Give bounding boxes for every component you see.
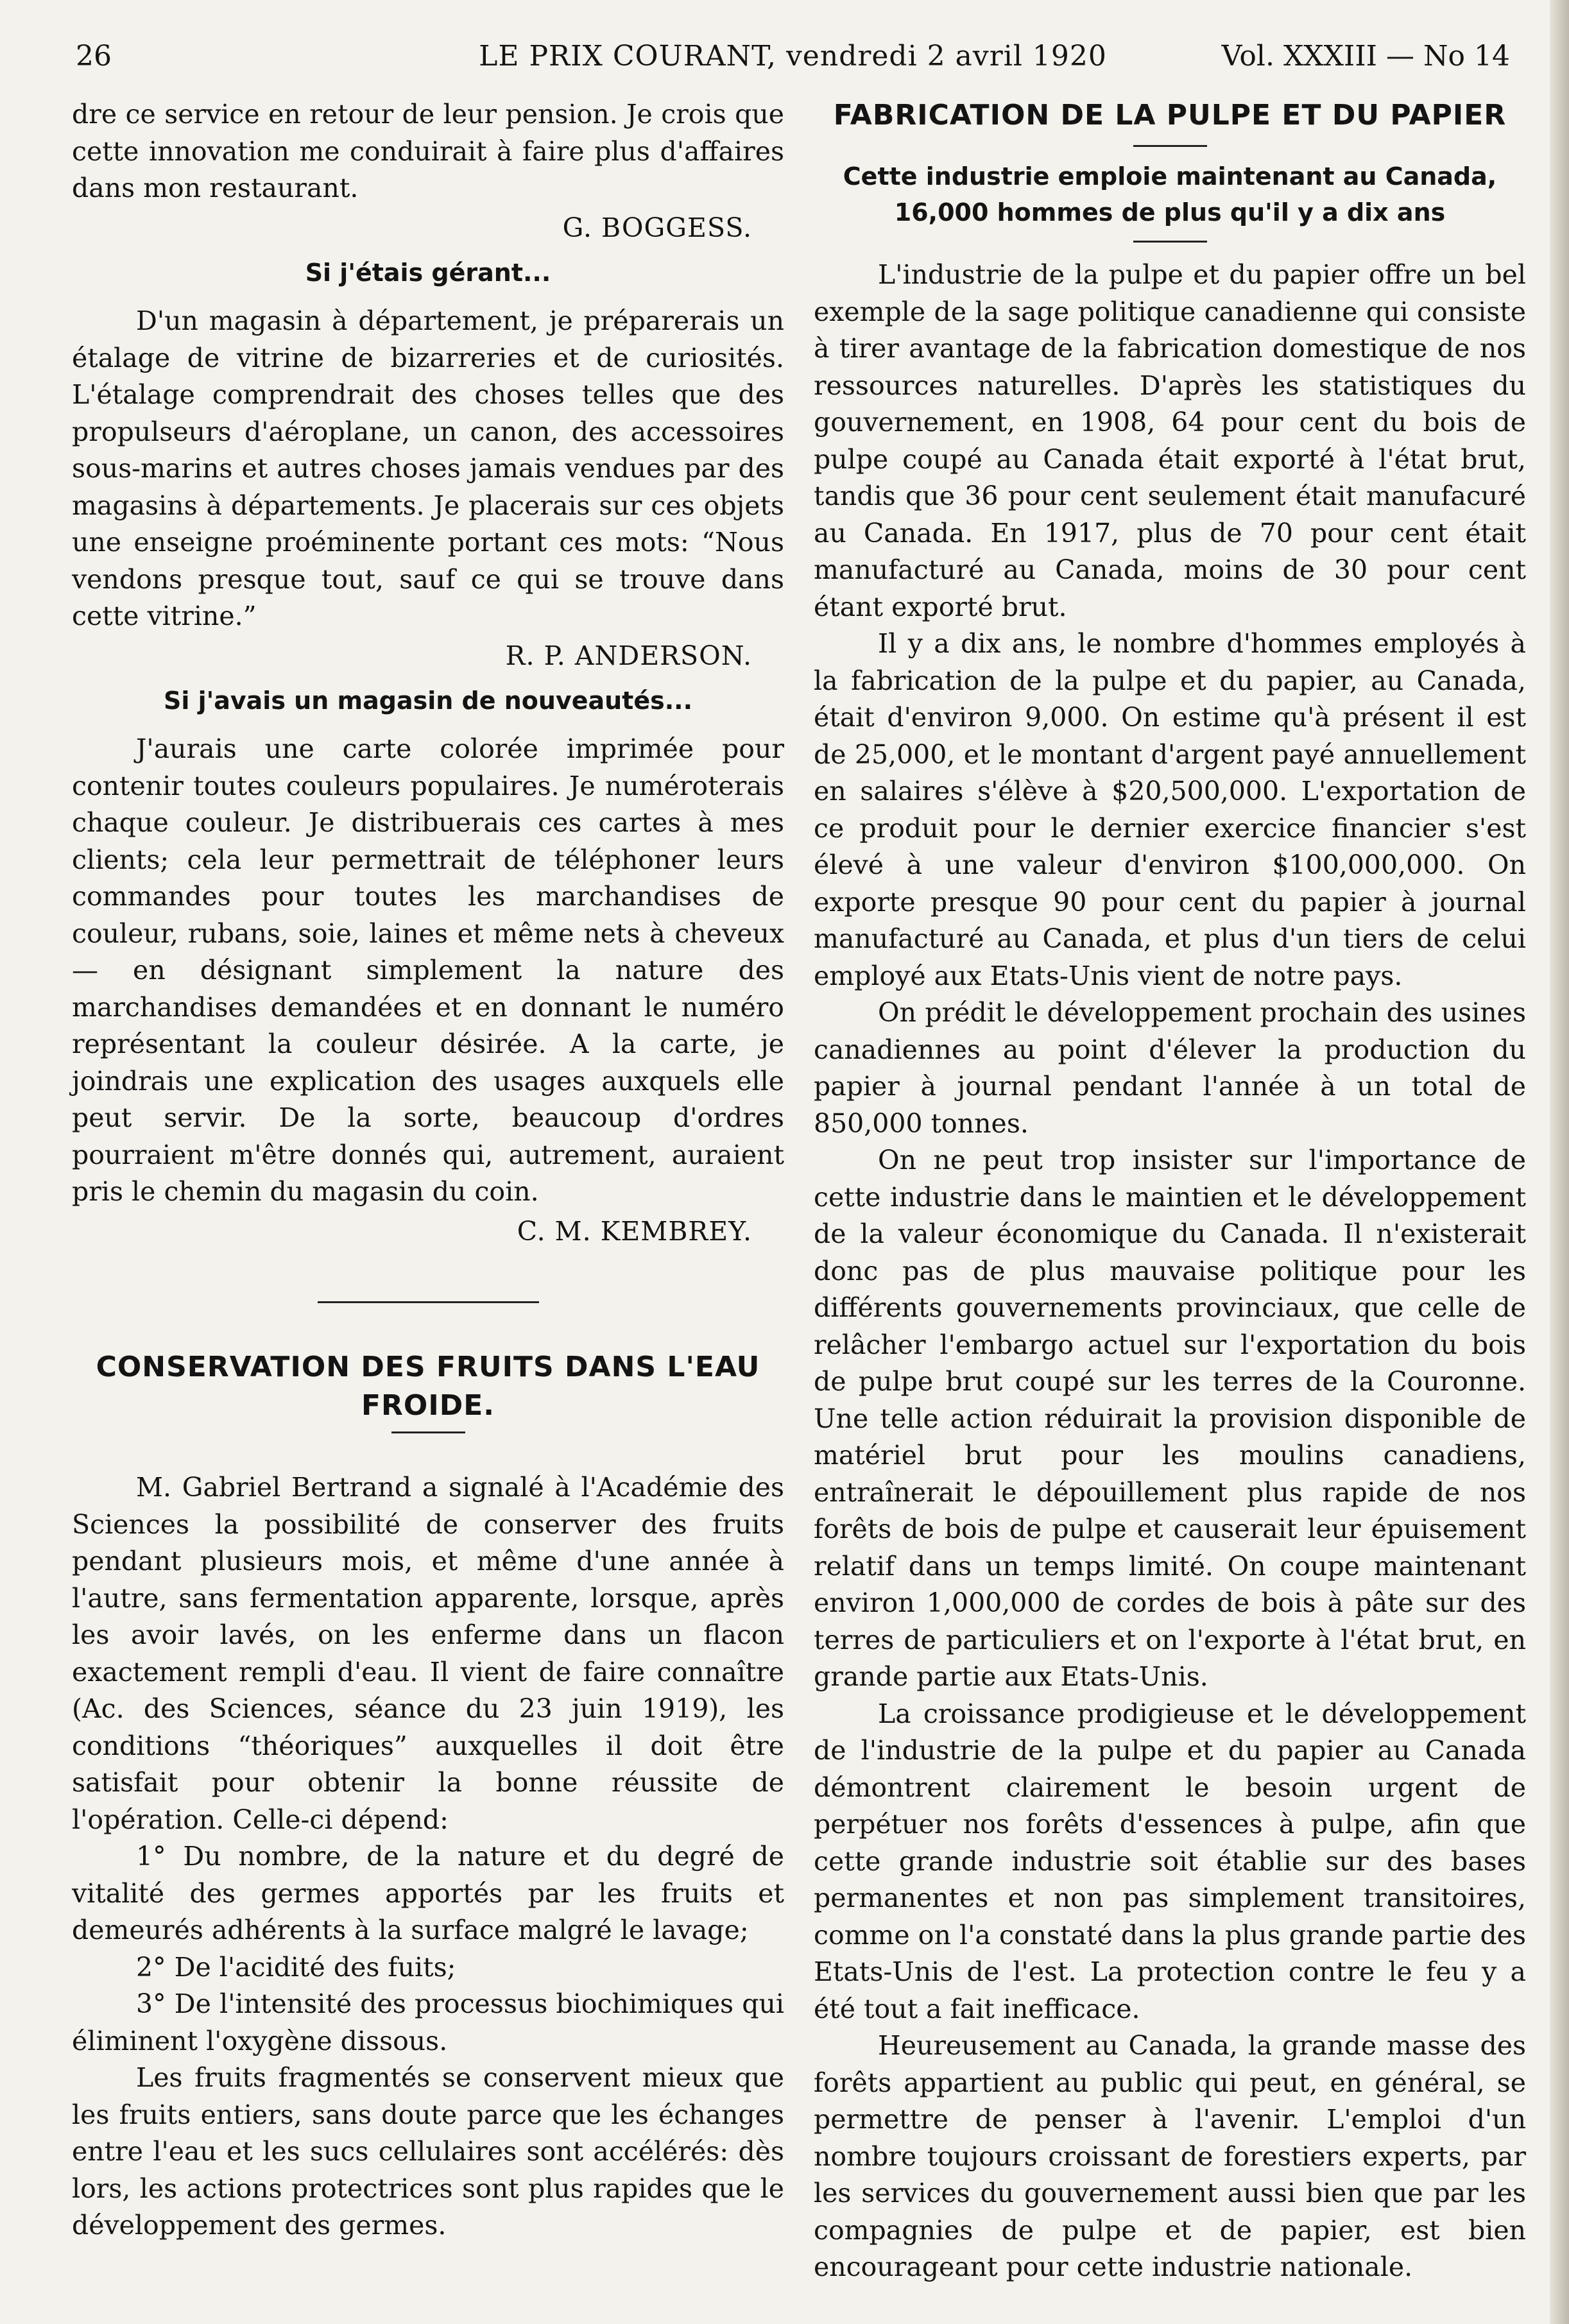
article-paragraph: La croissance prodigieuse et le développement de l'industrie de la pulpe et du papier au Canada démontrent clairement le besoin urgent de perpétuer nos forêts d'essences à pulpe, afin que cette grande industrie soit établie sur des bases permanentes et non pas simplement transitoires, comme on l'a constaté dans la plus grande partie des Etats-Unis de l'est. La protection contre le feu y a été tout a fait inefficace. [814,1698,1526,2024]
list-item: 1° Du nombre, de la nature et du degré de vitalité des germes apportés par les fruits et demeurés adhérents à la surface malgré le lavage; [72,1841,784,1945]
article-paragraph: Il y a dix ans, le nombre d'hommes employés à la fabrication de la pulpe et du papier, au Canada, était d'environ 9,000. On estime qu'à présent il est de 25,000, et le montant d'argent payé annuellement en salaires s'élève à $20,500,000. L'exportation de ce produit pour le dernier exercice financier s'est élevé à une valeur d'environ $100,000,000. On exporte presque 90 pour cent du papier à journal manufacturé au Canada, et plus d'un tiers de celui employé aux Etats-Unis vient de notre pays. [814,628,1526,991]
subhead-gerant: Si j'étais gérant... [305,259,551,287]
article-paragraph: L'industrie de la pulpe et du papier offre un bel exemple de la sage politique canadienne qui consiste à tirer avantage de la fabrication domestique de nos ressources naturelles. D'après les statistiques du gouvernement, en 1908, 64 pour cent du bois de pulpe coupé au Canada était exporté à l'état brut, tandis que 36 pour cent seulement était manufacuré au Canada. En 1917, plus de 70 pour cent était manufacturé au Canada, moins de 30 pour cent étant exporté brut. [814,259,1526,622]
signature-anderson: R. P. ANDERSON. [505,640,752,671]
article-title-pulpe: FABRICATION DE LA PULPE ET DU PAPIER [833,99,1507,132]
left-column [72,96,784,2244]
title-underline [391,1431,465,1433]
publication-title: LE PRIX COURANT, vendredi 2 avril 1920 [479,40,1107,73]
scan-edge [1550,0,1569,2324]
article-paragraph: M. Gabriel Bertrand a signalé à l'Académie des Sciences la possibilité de conserver des fruits pendant plusieurs mois, et même d'une année à l'autre, sans fermentation apparente, lorsque, après les avoir lavés, on les enferme dans un flacon exactement rempli d'eau. Il vient de faire connaître (Ac. des Sciences, séance du 23 juin 1919), les conditions “théoriques” auxquelles il doit être satisfait pour obtenir la bonne réussite de l'opération. Celle-ci dépend: [72,1472,784,1835]
article-paragraph: On ne peut trop insister sur l'importance de cette industrie dans le maintien et le développement de la valeur économique du Canada. Il n'existerait donc pas de plus mauvaise politique pour les différents gouvernements provinciaux, que celle de relâcher l'embargo actuel sur l'exportation du bois de pulpe brut coupé sur les terres de la Couronne. Une telle action réduirait la provision disponible de matériel brut pour les moulins canadiens, entraînerait le dépouillement plus rapide de nos forêts de bois de pulpe et causerait leur épuisement relatif dans un temps limité. On coupe maintenant environ 1,000,000 de cordes de bois à pâte sur des terres de particuliers et on l'exporte à l'état brut, en grande partie aux Etats-Unis. [814,1145,1526,1692]
article-paragraph: Heureusement au Canada, la grande masse des forêts appartient au public qui peut, en général, se permettre de penser à l'avenir. L'emploi d'un nombre toujours croissant de forestiers experts, par les services du gouvernement aussi bien que par les compagnies de pulpe et de papier, est bien encourageant pour cette industrie nationale. [814,2030,1526,2282]
intro-paragraph: dre ce service en retour de leur pension. Je crois que cette innovation me conduirait à faire plus d'affaires dans mon restaurant. [72,99,784,203]
deck-underline [1133,241,1207,243]
running-head [76,31,1510,82]
right-column [814,96,1526,2286]
paragraph-gerant: D'un magasin à département, je préparerais un étalage de vitrine de bizarreries et de curiosités. L'étalage comprendrait des choses telles que des propulseurs d'aéroplane, un canon, des accessoires sous-marins et autres choses jamais vendues par des magasins à départements. Je placerais sur ces objets une enseigne proéminente portant ces mots: “Nous vendons presque tout, sauf ce qui se trouve dans cette vitrine.” [72,305,784,631]
signature-boggess: G. BOGGESS. [562,212,752,243]
volume-issue: Vol. XXXIII — No 14 [1221,40,1510,73]
subhead-nouveautes: Si j'avais un magasin de nouveautés... [163,687,693,715]
title-underline [1133,145,1207,147]
article-paragraph: On prédit le développement prochain des usines canadiennes au point d'élever la production du papier à journal pendant l'année à un total de 850,000 tonnes. [814,997,1526,1139]
list-item: 2° De l'acidité des fuits; [136,1951,456,1983]
article-paragraph: Les fruits fragmentés se conservent mieux que les fruits entiers, sans doute parce que les échanges entre l'eau et les sucs cellulaires sont accélérés: dès lors, les actions protectrices sont plus rapides que le développement des germes. [72,2062,784,2241]
article-deck: Cette industrie emploie maintenant au Canada, 16,000 hommes de plus qu'il y a dix ans [843,162,1497,226]
paragraph-nouveautes: J'aurais une carte colorée imprimée pour contenir toutes couleurs populaires. Je numéroterais chaque couleur. Je distribuerais ces cartes à mes clients; cela leur permettrait de téléphoner leurs commandes pour toutes les marchandises de couleur, rubans, soie, laines et même nets à cheveux — en désignant simplement la nature des marchandises demandées et en donnant le numéro représentant la couleur désirée. A la carte, je joindrais une explication des usages auxquels elle peut servir. De la sorte, beaucoup d'ordres pourraient m'être donnés qui, autrement, auraient pris le chemin du magasin du coin. [72,733,784,1207]
page-number: 26 [76,40,112,73]
section-divider [318,1301,539,1303]
list-item: 3° De l'intensité des processus biochimiques qui éliminent l'oxygène dissous. [72,1988,784,2056]
signature-kembrey: C. M. KEMBREY. [517,1215,752,1247]
article-title-conservation: CONSERVATION DES FRUITS DANS L'EAU FROIDE. [96,1351,760,1422]
